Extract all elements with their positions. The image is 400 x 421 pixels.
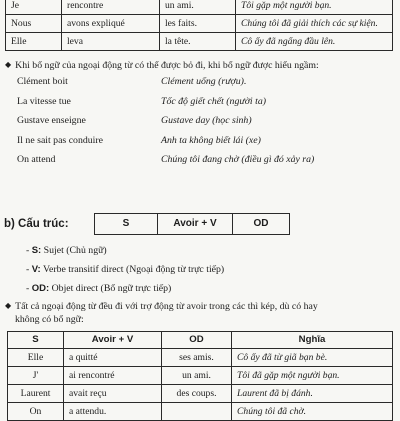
cell-meaning: Cô ấy đã ngẩng đầu lên.	[236, 33, 393, 51]
table-row	[8, 349, 393, 367]
french-sentence: Gustave enseigne	[17, 115, 86, 126]
table-row	[8, 403, 393, 421]
omission-note	[5, 60, 319, 71]
column-header: S	[8, 332, 64, 349]
cell-meaning: Tôi gặp một người bạn.	[236, 0, 393, 15]
example-table-bottom	[7, 331, 393, 421]
definition-term: OD:	[31, 283, 50, 294]
cell-object	[162, 403, 232, 421]
cell-meaning: Cô ấy đã từ giã bạn bè.	[232, 349, 393, 367]
french-sentence: Il ne sait pas conduire	[17, 134, 103, 146]
omission-note-text: Khi bổ ngữ của ngoại động từ có thể được bỏ đi, khi bổ ngữ được hiểu ngầm:	[15, 60, 319, 71]
french-sentence: La vitesse tue	[17, 95, 71, 107]
structure-box	[94, 213, 290, 235]
cell-meaning: Chúng tôi đã chờ.	[232, 403, 393, 421]
table-row	[8, 367, 393, 385]
avoir-note	[5, 300, 397, 326]
cell-meaning: Tôi đã gặp một người bạn.	[232, 367, 393, 385]
structure-object: OD	[233, 214, 290, 235]
cell-object: un ami.	[160, 0, 236, 15]
cell-object: les faits.	[160, 15, 236, 33]
definition-text: Verbe transitif direct (Ngoại động từ trực tiếp)	[42, 264, 225, 275]
vietnamese-translation: Clément uống (rượu).	[161, 76, 247, 87]
structure-subject: S	[95, 214, 158, 235]
cell-meaning: Chúng tôi đã giải thích các sự kiện.	[236, 15, 393, 33]
list-item: - V: Verbe transitif direct (Ngoại động từ trực tiếp)	[26, 264, 225, 275]
vietnamese-translation: Gustave day (học sinh)	[161, 115, 252, 126]
definition-text: Objet direct (Bổ ngữ trực tiếp)	[51, 283, 172, 294]
avoir-note-line2: không có bổ ngữ:	[15, 314, 84, 325]
cell-verb: a attendu.	[64, 403, 162, 421]
structure-verb: Avoir + V	[158, 214, 233, 235]
vietnamese-translation: Anh ta không biết lái (xe)	[161, 134, 261, 146]
cell-verb: avait reçu	[64, 385, 162, 403]
cell-object: la tête.	[160, 33, 236, 51]
french-sentence: On attend	[17, 154, 56, 165]
column-header: Nghĩa	[232, 332, 393, 349]
cell-subject: J'	[8, 367, 64, 385]
definition-term: S:	[31, 245, 42, 256]
cell-meaning: Laurent đã bị đánh.	[232, 385, 393, 403]
list-item: - S: Sujet (Chủ ngữ)	[26, 245, 107, 256]
vietnamese-translation: Tốc độ giết chết (người ta)	[161, 95, 266, 107]
cell-verb: a quitté	[64, 349, 162, 367]
cell-subject: Elle	[6, 33, 62, 51]
diamond-bullet-icon: ◆	[5, 60, 12, 69]
cell-subject: Je	[6, 0, 62, 15]
cell-subject: Laurent	[8, 385, 64, 403]
cell-object: des coups.	[162, 385, 232, 403]
table-row	[6, 33, 393, 51]
table-row	[6, 0, 393, 15]
cell-subject: Elle	[8, 349, 64, 367]
definition-list	[26, 241, 224, 298]
french-sentence: Clément boit	[17, 76, 68, 87]
cell-object: ses amis.	[162, 349, 232, 367]
diamond-bullet-icon: ◆	[5, 301, 12, 310]
cell-object: un ami.	[162, 367, 232, 385]
cell-subject: Nous	[6, 15, 62, 33]
cell-subject: On	[8, 403, 64, 421]
example-table-top	[5, 0, 393, 51]
list-item: - OD: Objet direct (Bổ ngữ trực tiếp)	[26, 283, 172, 294]
definition-text: Sujet (Chủ ngữ)	[43, 245, 107, 256]
table-row	[6, 15, 393, 33]
structure-heading: b) Cấu trúc:	[4, 218, 69, 230]
vietnamese-translation: Chúng tôi đang chờ (điều gì đó xảy ra)	[161, 154, 315, 165]
table-header-row	[8, 332, 393, 349]
column-header: OD	[162, 332, 232, 349]
cell-verb: ai rencontré	[64, 367, 162, 385]
cell-verb: rencontre	[62, 0, 160, 15]
avoir-note-line1: Tất cả ngoại động từ đều đi với trợ động từ avoir trong các thì kép, dù có hay	[15, 301, 318, 312]
cell-verb: avons expliqué	[62, 15, 160, 33]
column-header: Avoir + V	[64, 332, 162, 349]
definition-term: V:	[31, 264, 41, 275]
cell-verb: leva	[62, 33, 160, 51]
